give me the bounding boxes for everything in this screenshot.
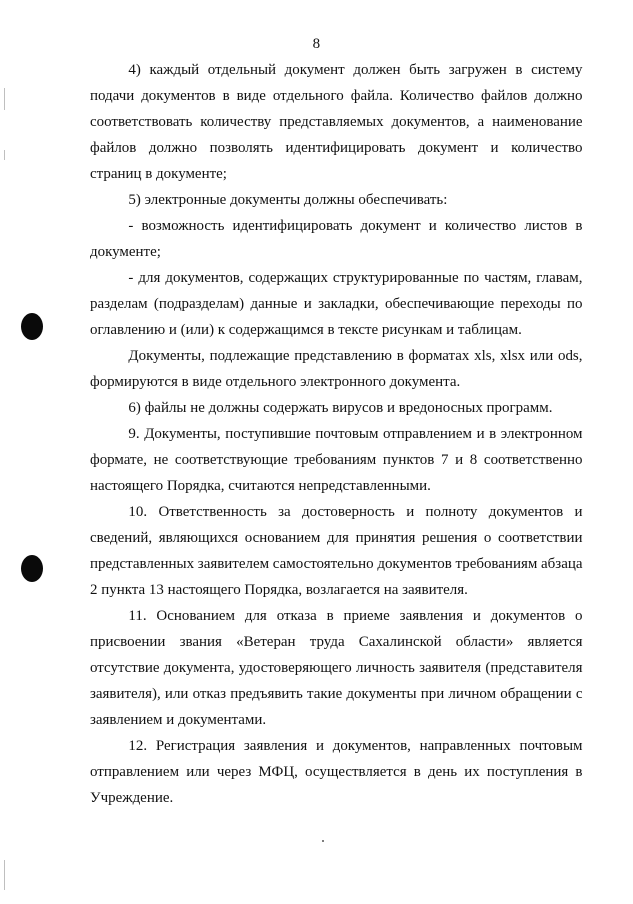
paragraph-structured-documents: - для документов, содержащих структурированные по частям, главам, разделам (подразделам) данные и закладки, обеспечивающие переходы по оглавлению и (или) к содержащимся в тексте рисункам и таблицам.: [90, 269, 583, 338]
page-number: 8: [312, 36, 321, 52]
paragraph-section-12: 12. Регистрация заявления и документов, направленных почтовым отправлением или через МФЦ, осуществляется в день их поступления в Учреждение.: [90, 737, 583, 806]
paragraph-identify-document: - возможность идентифицировать документ и количество листов в документе;: [90, 217, 583, 260]
paragraph-item-5: 5) электронные документы должны обеспечивать:: [128, 191, 448, 208]
scan-edge-mark: [4, 860, 5, 890]
scan-speck: [322, 840, 324, 842]
punch-hole-bottom: [21, 555, 43, 582]
paragraph-item-6: 6) файлы не должны содержать вирусов и вредоносных программ.: [128, 399, 553, 416]
punch-hole-top: [21, 313, 43, 340]
paragraph-spreadsheet-formats: Документы, подлежащие представлению в форматах xls, xlsx или ods, формируются в виде отдельного электронного документа.: [90, 347, 583, 390]
scan-edge-mark: [4, 88, 5, 110]
paragraph-item-4: 4) каждый отдельный документ должен быть загружен в систему подачи документов в виде отдельного файла. Количество файлов должно соответствовать количеству представляемых документов, а наименование файлов должно позволять идентифицировать документ и количество страниц в документе;: [90, 61, 583, 182]
page-body: [90, 57, 590, 811]
paragraph-section-11: 11. Основанием для отказа в приеме заявления и документов о присвоении звания «Ветеран труда Сахалинской области» является отсутствие документа, удостоверяющего личность заявителя (представителя заявителя), или отказ предъявить такие документы при личном обращении с заявлением и документами.: [90, 607, 583, 728]
scan-edge-mark: [4, 150, 5, 160]
paragraph-section-10: 10. Ответственность за достоверность и полноту документов и сведений, являющихся основанием для принятия решения о соответствии представленных заявителем самостоятельно документов требованиям абзаца 2 пункта 13 настоящего Порядка, возлагается на заявителя.: [90, 503, 583, 598]
paragraph-section-9: 9. Документы, поступившие почтовым отправлением и в электронном формате, не соответствующие требованиям пунктов 7 и 8 соответственно настоящего Порядка, считаются непредставленными.: [90, 425, 583, 494]
